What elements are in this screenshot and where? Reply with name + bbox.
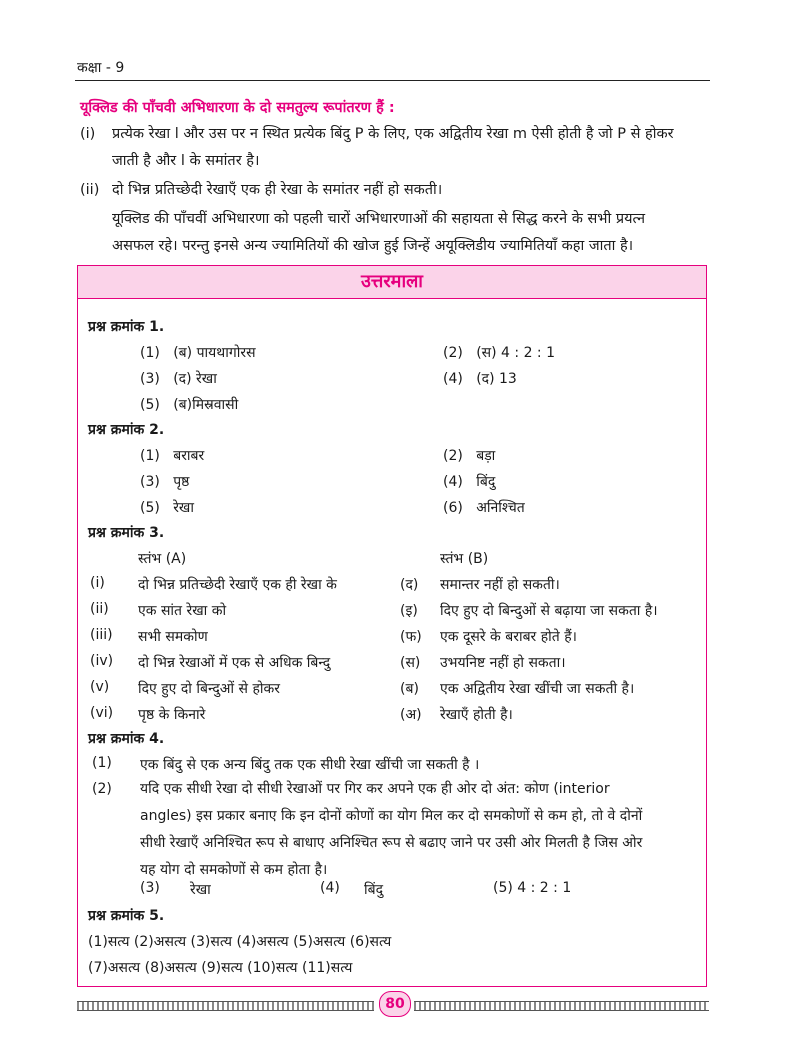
answer-box-header xyxy=(78,266,706,299)
answer-number: (2) xyxy=(443,345,463,361)
question-heading: प्रश्न क्रमांक 1. xyxy=(88,319,165,335)
match-text-a: दिए हुए दो बिन्दुओं से होकर xyxy=(138,681,280,697)
answer-number: (3) xyxy=(140,371,160,387)
match-text-a: दो भिन्न रेखाओं में एक से अधिक बिन्दु xyxy=(138,655,331,671)
match-number-a: (iv) xyxy=(90,653,114,669)
match-text-b: उभयनिष्ट नहीं हो सकता। xyxy=(440,655,566,671)
answer-text: पृष्ठ xyxy=(173,474,190,490)
answer-number: (5) xyxy=(140,397,160,413)
column-b-header: स्तंभ (B) xyxy=(440,551,489,567)
text-line: सीधी रेखाएँ अनिश्चित रूप से बाधाए अनिश्चित रूप से बढाए जाने पर उसी ओर मिलती है जिस ओर xyxy=(140,835,643,851)
answer-line: (7)असत्य (8)असत्य (9)सत्य (10)सत्य (11)सत्य xyxy=(88,960,353,976)
match-number-a: (vi) xyxy=(90,705,114,721)
text-line: angles) इस प्रकार बनाए कि इन दोनों कोणों का योग मिल कर दो समकोणों से कम हो, तो वे दोनों xyxy=(140,808,643,824)
match-text-b: दिए हुए दो बिन्दुओं से बढ़ाया जा सकता है। xyxy=(440,603,658,619)
class-label: कक्षा - 9 xyxy=(77,60,125,76)
answer-number: (1) xyxy=(140,345,160,361)
match-text-b: रेखाएँ होती है। xyxy=(440,707,513,723)
answer-item xyxy=(140,498,194,517)
match-number-a: (v) xyxy=(90,679,110,695)
answer-text: बिंदु xyxy=(364,882,384,898)
answer-box-title: उत्तरमाला xyxy=(361,271,423,292)
answer-number: (6) xyxy=(443,500,463,516)
answer-text: बिंदु xyxy=(476,474,496,490)
header-rule xyxy=(75,80,710,81)
answer-item xyxy=(140,472,189,491)
match-number-a: (i) xyxy=(90,575,105,591)
answer-item xyxy=(140,446,204,465)
match-text-a: दो भिन्न प्रतिच्छेदी रेखाएँ एक ही रेखा के xyxy=(138,577,337,593)
answer-text: अनिश्चित xyxy=(476,500,525,516)
answer-number: (1) xyxy=(92,755,112,771)
match-number-a: (ii) xyxy=(90,601,109,617)
section-title: यूक्लिड की पाँचवी अभिधारणा के दो समतुल्य रूपांतरण हैं : xyxy=(80,100,395,116)
match-number-b: (ब) xyxy=(400,681,419,697)
match-text-b: एक अद्वितीय रेखा खींची जा सकती है। xyxy=(440,681,635,697)
question-heading: प्रश्न क्रमांक 2. xyxy=(88,422,165,438)
match-text-b: समान्तर नहीं हो सकती। xyxy=(440,577,560,593)
question-heading: प्रश्न क्रमांक 3. xyxy=(88,525,165,541)
answer-text: रेखा xyxy=(190,882,211,898)
answer-text: (द) रेखा xyxy=(173,371,217,387)
answer-number: (3) xyxy=(140,474,160,490)
answer-text: बराबर xyxy=(173,448,205,464)
footer-ornament-left xyxy=(77,1001,374,1011)
answer-item xyxy=(443,498,525,517)
answer-number: (1) xyxy=(140,448,160,464)
answer-text: (स) 4 : 2 : 1 xyxy=(476,345,555,361)
paragraph-note xyxy=(112,206,707,260)
answer-number: (4) xyxy=(443,371,463,387)
answer-number: (5) xyxy=(140,500,160,516)
match-number-b: (अ) xyxy=(400,707,422,723)
answer-number: (2) xyxy=(92,781,112,797)
item-number: (i) xyxy=(80,126,96,142)
answer-item xyxy=(140,343,256,362)
answer-number: (3) xyxy=(140,880,160,896)
answer-item xyxy=(443,369,517,388)
match-number-b: (स) xyxy=(400,655,421,671)
answer-text: (5) 4 : 2 : 1 xyxy=(493,880,572,896)
answer-number: (2) xyxy=(443,448,463,464)
question-heading: प्रश्न क्रमांक 4. xyxy=(88,731,165,747)
match-number-b: (फ) xyxy=(400,629,422,645)
answer-text: बड़ा xyxy=(476,448,496,464)
answer-number: (4) xyxy=(320,880,340,896)
match-number-b: (इ) xyxy=(400,603,418,619)
text-line: यह योग दो समकोणों से कम होता है। xyxy=(140,862,328,878)
answer-text: (ब) पायथागोरस xyxy=(173,345,256,361)
match-number-b: (द) xyxy=(400,577,419,593)
text-line: यूक्लिड की पाँचवीं अभिधारणा को पहली चारों अभिधारणाओं की सहायता से सिद्ध करने के सभी प्रयत्न xyxy=(112,211,646,227)
answer-item xyxy=(443,343,555,362)
answer-item xyxy=(443,446,495,465)
answer-number: (4) xyxy=(443,474,463,490)
text-line: असफल रहे। परन्तु इनसे अन्य ज्यामितियों की खोज हुई जिन्हें अयूक्लिडीय ज्यामितियाँ कहा जाता है। xyxy=(112,238,634,254)
paragraph-ii xyxy=(112,177,702,204)
match-text-a: पृष्ठ के किनारे xyxy=(138,707,206,723)
text-line: दो भिन्न प्रतिच्छेदी रेखाएँ एक ही रेखा के समांतर नहीं हो सकती। xyxy=(112,182,443,198)
answer-line: (1)सत्य (2)असत्य (3)सत्य (4)असत्य (5)असत्य (6)सत्य xyxy=(88,934,392,950)
column-a-header: स्तंभ (A) xyxy=(138,551,187,567)
match-text-b: एक दूसरे के बराबर होते हैं। xyxy=(440,629,577,645)
paragraph-i xyxy=(112,121,702,175)
answer-text: एक बिंदु से एक अन्य बिंदु तक एक सीधी रेखा खींची जा सकती है । xyxy=(140,757,480,773)
text-line: यदि एक सीधी रेखा दो सीधी रेखाओं पर गिर कर अपने एक ही ओर दो अंत: कोण (interior xyxy=(140,781,610,797)
match-text-a: सभी समकोण xyxy=(138,629,208,645)
page-number: 80 xyxy=(379,991,411,1017)
text-line: प्रत्येक रेखा l और उस पर न स्थित प्रत्येक बिंदु P के लिए, एक अद्वितीय रेखा m ऐसी होती है जो P से होकर xyxy=(112,126,674,142)
answer-item xyxy=(140,395,238,414)
match-number-a: (iii) xyxy=(90,627,113,643)
answer-text: (ब)मिस्रवासी xyxy=(173,397,239,413)
text-line: जाती है और l के समांतर है। xyxy=(112,153,260,169)
footer-ornament-right xyxy=(414,1001,709,1011)
question-heading: प्रश्न क्रमांक 5. xyxy=(88,908,165,924)
answer-paragraph xyxy=(140,776,698,884)
answer-item xyxy=(140,369,217,388)
answer-text: (द) 13 xyxy=(476,371,517,387)
item-number: (ii) xyxy=(80,182,100,198)
answer-item xyxy=(443,472,495,491)
answer-text: रेखा xyxy=(173,500,195,516)
match-text-a: एक सांत रेखा को xyxy=(138,603,227,619)
